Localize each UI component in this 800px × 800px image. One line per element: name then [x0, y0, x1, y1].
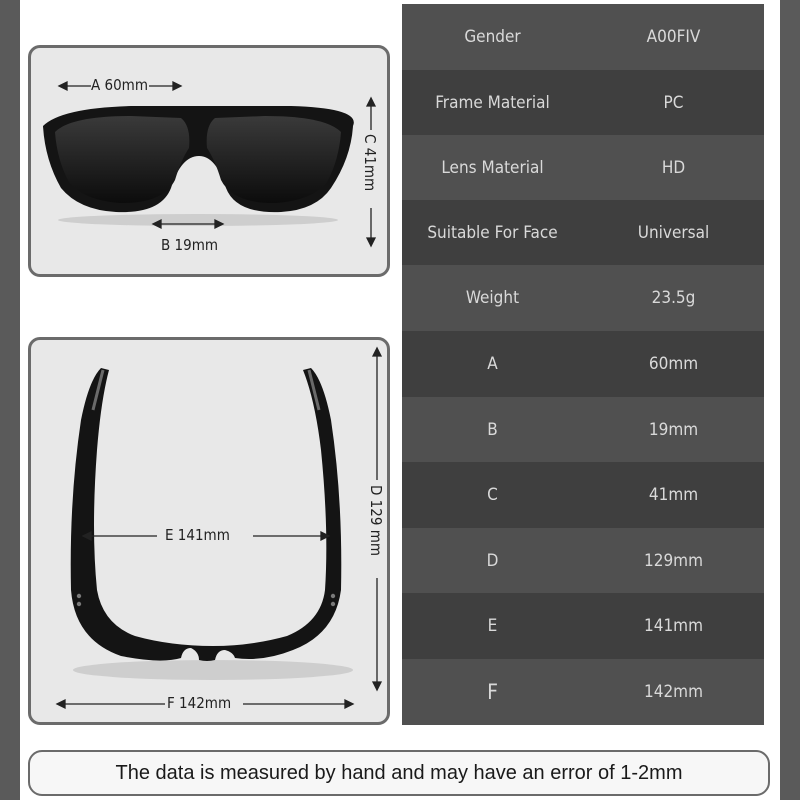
spec-value: 23.5g	[651, 288, 696, 308]
spec-row	[402, 135, 764, 200]
spec-key: Lens Material	[441, 157, 544, 178]
sunglasses-front-image	[43, 106, 354, 226]
dim-f-label: F 142mm	[167, 694, 232, 712]
spec-value: 19mm	[648, 419, 699, 440]
spec-value: A00FIV	[646, 27, 701, 47]
spec-row	[402, 70, 764, 135]
spec-key: F	[487, 680, 498, 704]
spec-key: D	[486, 550, 499, 571]
spec-row	[402, 593, 764, 659]
spec-key: Suitable For Face	[427, 222, 558, 243]
spec-value: 129mm	[644, 550, 703, 571]
measurement-disclaimer: The data is measured by hand and may have an error of 1-2mm	[28, 750, 770, 796]
spec-value: PC	[663, 92, 684, 113]
spec-row	[402, 397, 764, 462]
spec-key: B	[487, 419, 498, 440]
spec-row	[402, 4, 764, 70]
spec-value: Universal	[637, 222, 710, 243]
spec-value: HD	[661, 157, 686, 178]
spec-value: 141mm	[644, 616, 703, 636]
spec-key: Frame Material	[435, 92, 550, 113]
spec-key: Gender	[464, 27, 521, 47]
spec-row	[402, 528, 764, 593]
dim-e-label: E 141mm	[165, 526, 230, 544]
top-view-panel	[28, 337, 390, 725]
spec-row	[402, 659, 764, 725]
spec-value: 41mm	[648, 485, 699, 505]
spec-key: E	[487, 616, 498, 636]
sunglasses-top-image	[71, 368, 353, 680]
spec-value: 142mm	[644, 682, 703, 702]
dim-c-label: C 41mm	[361, 134, 379, 192]
spec-row	[402, 200, 764, 265]
dim-b-label: B 19mm	[161, 236, 219, 254]
spec-key: Weight	[465, 288, 520, 308]
spec-table	[402, 4, 764, 725]
spec-key: A	[487, 354, 498, 374]
spec-value: 60mm	[648, 354, 699, 374]
spec-row	[402, 331, 764, 397]
dim-a-label: A 60mm	[91, 76, 148, 94]
spec-row	[402, 265, 764, 331]
dim-d-label: D 129 mm	[367, 485, 385, 557]
spec-row	[402, 462, 764, 528]
front-view-panel	[28, 45, 390, 277]
spec-key: C	[487, 485, 498, 505]
